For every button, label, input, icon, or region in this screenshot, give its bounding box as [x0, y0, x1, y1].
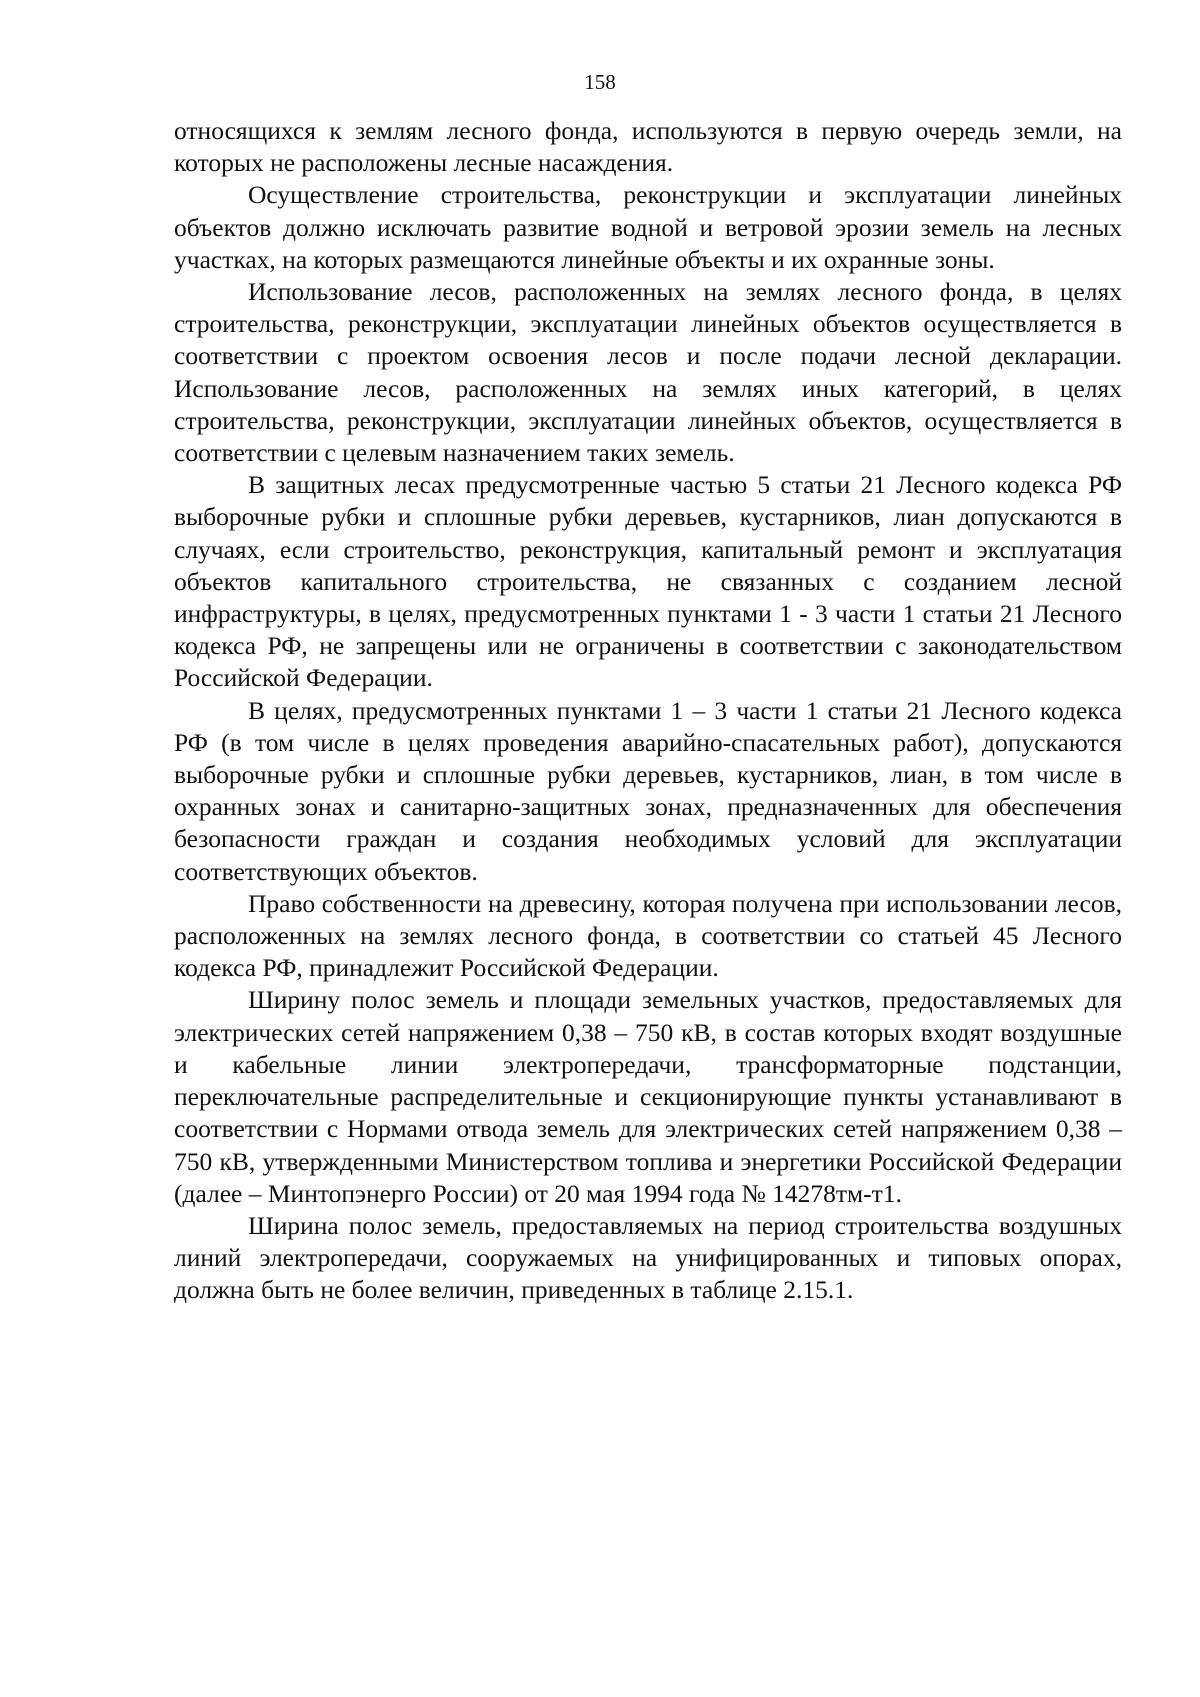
- paragraph: Осуществление строительства, реконструкции и эксплуатации линейных объектов должно исключать развитие водной и ветровой эрозии земель на лесных участках, на которых размещаются линейные объекты и их охранные зоны.: [174, 180, 1122, 274]
- paragraph: Ширина полос земель, предоставляемых на период строительства воздушных линий электропередачи, сооружаемых на унифицированных и типовых опорах, должна быть не более величин, приведенных в таблице 2.15.1.: [174, 1210, 1122, 1305]
- paragraph: Ширину полос земель и площади земельных участков, предоставляемых для электрических сетей напряжением 0,38 – 750 кВ, в состав которых входят воздушные и кабельные линии электропередачи, трансформаторные подстанции, переключательные распределительные и секционирующие пункты устанавливают в соответствии с Нормами отвода земель для электрических сетей напряжением 0,38 – 750 кВ, утвержденными Министерством топлива и энергетики Российской Федерации (далее – Минтопэнерго России) от 20 мая 1994 года № 14278тм-т1.: [174, 985, 1122, 1208]
- paragraph: В целях, предусмотренных пунктами 1 – 3 части 1 статьи 21 Лесного кодекса РФ (в том числе в целях проведения аварийно-спасательных работ), допускаются выборочные рубки и сплошные рубки деревьев, кустарников, лиан, в том числе в охранных зонах и санитарно-защитных зонах, предназначенных для обеспечения безопасности граждан и создания необходимых условий для эксплуатации соответствующих объектов.: [174, 695, 1122, 886]
- paragraph: Использование лесов, расположенных на землях лесного фонда, в целях строительства, реконструкции, эксплуатации линейных объектов осуществляется в соответствии с проектом освоения лесов и после подачи лесной декларации. Использование лесов, расположенных на землях иных категорий, в целях строительства, реконструкции, эксплуатации линейных объектов, осуществляется в соответствии с целевым назначением таких земель.: [174, 277, 1122, 468]
- body-text: [174, 115, 1122, 1307]
- page-number: 158: [584, 70, 616, 94]
- paragraph-continuation: относящихся к землям лесного фонда, используются в первую очередь земли, на которых не расположены лесные насаждения.: [174, 116, 1122, 178]
- paragraph: В защитных лесах предусмотренные частью 5 статьи 21 Лесного кодекса РФ выборочные рубки и сплошные рубки деревьев, кустарников, лиан допускаются в случаях, если строительство, реконструкция, капитальный ремонт и эксплуатация объектов капитального строительства, не связанных с созданием лесной инфраструктуры, в целях, предусмотренных пунктами 1 - 3 части 1 статьи 21 Лесного кодекса РФ, не запрещены или не ограничены в соответствии с законодательством Российской Федерации.: [174, 470, 1122, 693]
- paragraph: Право собственности на древесину, которая получена при использовании лесов, расположенных на землях лесного фонда, в соответствии со статьей 45 Лесного кодекса РФ, принадлежит Российской Федерации.: [174, 888, 1122, 983]
